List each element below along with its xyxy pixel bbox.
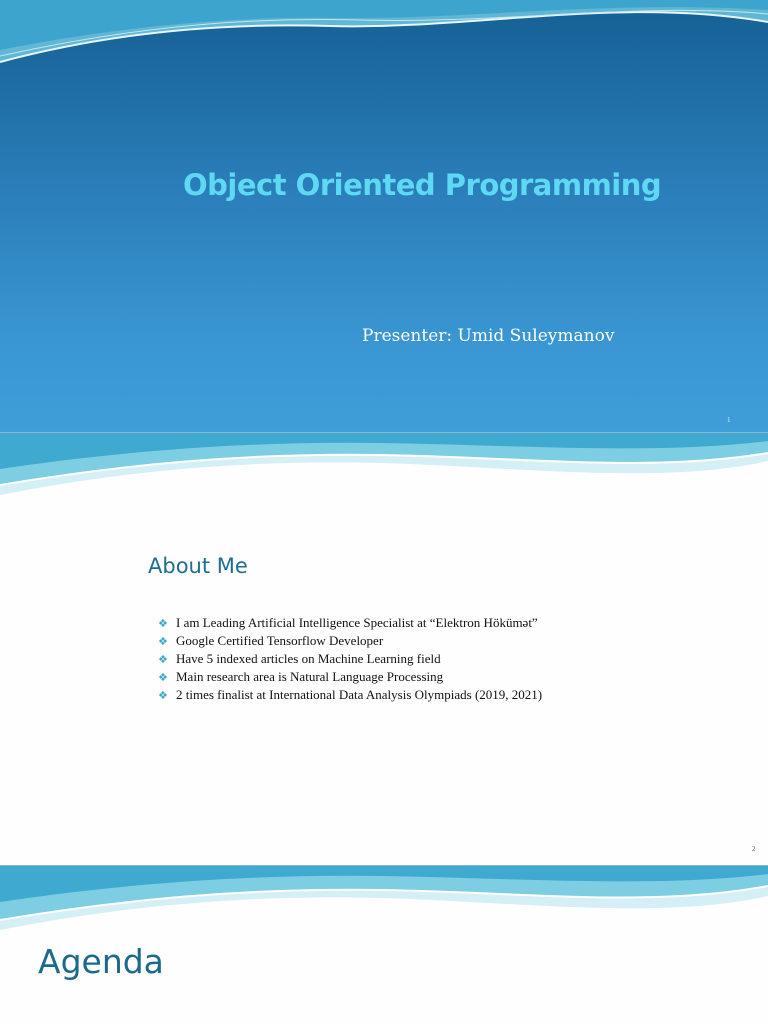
bullet-list: [158, 614, 542, 704]
diamond-bullet-icon: ❖: [158, 672, 168, 684]
slide-heading: Agenda: [38, 942, 164, 981]
slide-3: [0, 866, 768, 1024]
slide-heading: About Me: [148, 554, 248, 578]
presenter-name: Presenter: Umid Suleymanov: [362, 326, 615, 346]
diamond-bullet-icon: ❖: [158, 690, 168, 702]
list-item: ❖ Google Certified Tensorflow Developer: [158, 632, 542, 650]
diamond-bullet-icon: ❖: [158, 636, 168, 648]
list-item: ❖ 2 times finalist at International Data Analysis Olympiads (2019, 2021): [158, 686, 542, 704]
slide-2: [0, 433, 768, 865]
header-wave-decoration: [0, 0, 768, 80]
page-number: 1: [727, 416, 731, 424]
page-number: 2: [752, 845, 756, 853]
diamond-bullet-icon: ❖: [158, 618, 168, 630]
header-wave-decoration: [0, 433, 768, 503]
list-item: ❖ I am Leading Artificial Intelligence Specialist at “Elektron Hökümət”: [158, 614, 542, 632]
slide-title: Object Oriented Programming: [183, 168, 662, 202]
slide-1: [0, 0, 768, 432]
diamond-bullet-icon: ❖: [158, 654, 168, 666]
list-item: ❖ Have 5 indexed articles on Machine Learning field: [158, 650, 542, 668]
header-wave-decoration: [0, 866, 768, 936]
list-item: ❖ Main research area is Natural Language Processing: [158, 668, 542, 686]
